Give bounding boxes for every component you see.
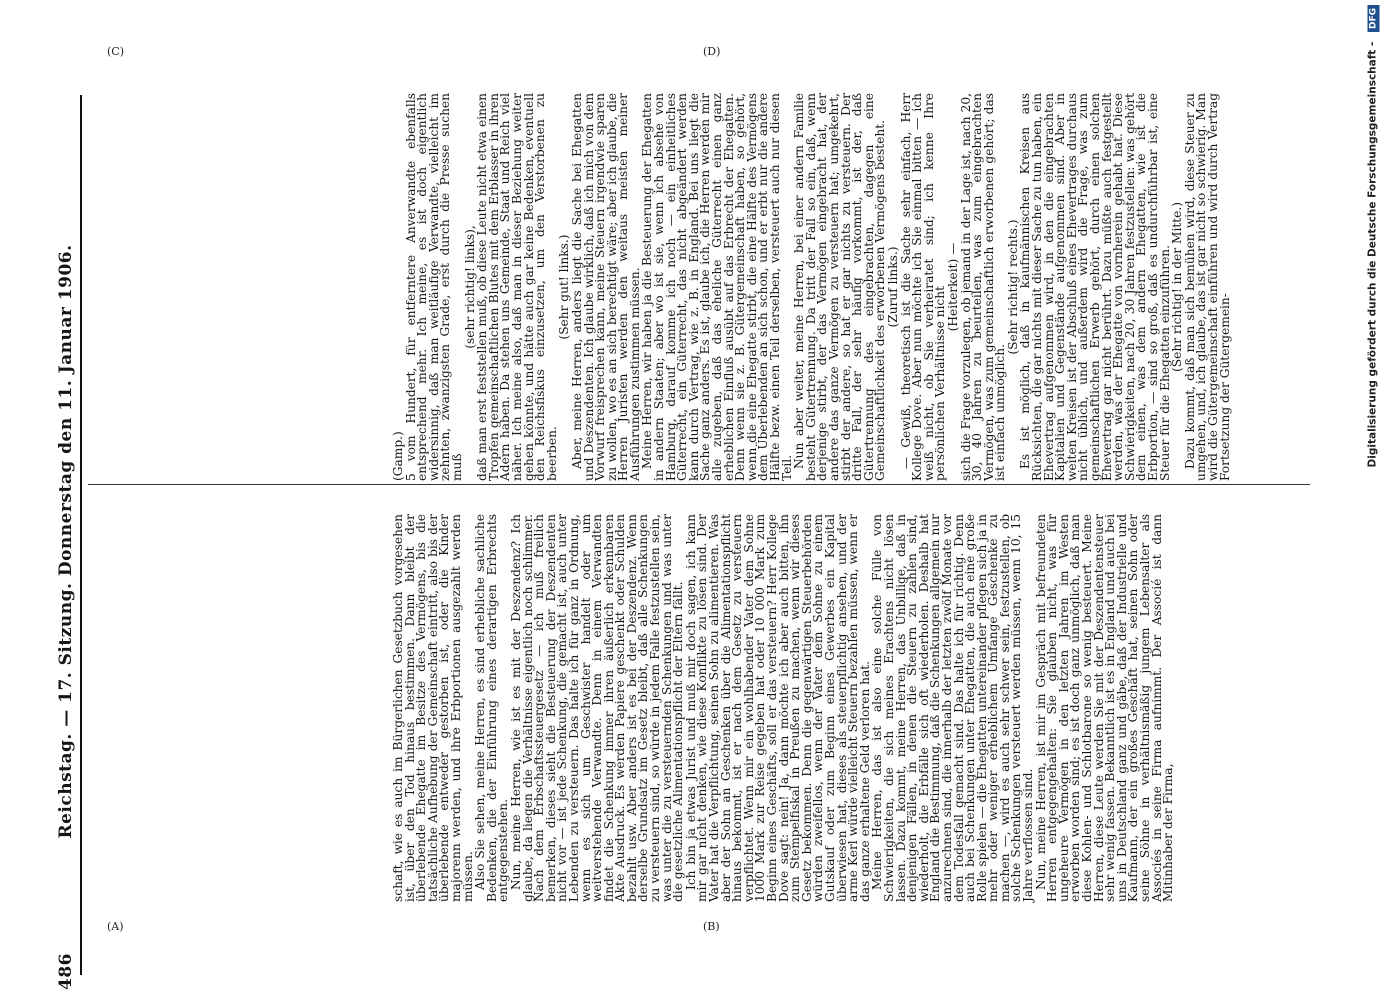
paragraph: Dazu kommt, daß man sich bemühen wird, diese Steuer zu umgehen, und, ich glaube, das ist gar nicht so schwierig. Man wird die Gütergemeinschaft einführen und wird durch Vertrag Fortsetzung der Gütergemein- <box>1182 93 1232 481</box>
paragraph: Ich bin ja etwas Jurist und muß mir doch sagen, ich kann mir gar nicht denken, wie diese Konflikte zu lösen sind. Der Vater hat die Verpflichtung, seinen Sohn zu alimentieren. Was aber der Sohn an Geschenken über die Alimentationspflicht hinaus bekommt, ist er nach dem Gesetz zu versteuern verpflichtet. Wenn mir ein wohlhabender Vater dem Sohne 1000 Mark zur Reise gegeben hat oder 10 000 Mark zum Beginn eines Geschäfts, soll er das versteuern? Herr Kollege Dove sagt: nein! Ja, dann möchte ich aber auch bitten, ihn zum Stempelfiskal in Preußen zu machen, wenn wir dieses Gesetz bekommen. Denn die gegenwärtigen Steuerbehörden würden zweifellos, wenn der Vater dem Sohne zu einem Gutskauf oder zum Beginn eines Gewerbes ein Kapital überwiesen hat, dieses als steuerpflichtig ansehen, und der arme Kerl würde vielleicht Steuern bezahlen müssen, wenn er das ganze erhaltene Geld verloren hat. <box>683 514 872 902</box>
paragraph: Nun aber weiter, meine Herren, bei einer andern Familie besteht Gütertrennung. Da tritt der Fall so ein, daß, wenn derjenige stirbt, der das Vermögen eingebracht hat, der andere das ganze Vermögen zu versteuern hat; umgekehrt, stirbt der andere, so hat er gar nichts zu versteuern. Der dritte Fall, der sehr häufig vorkommt, ist der, daß Gütertrennung des eingebrachten, dagegen eine Gemeinschaftlichkeit des erworbenen Vermögens besteht. <box>792 93 888 481</box>
paragraph: (Zuruf links.) <box>885 246 900 328</box>
paragraph: Es ist möglich, daß in kaufmännischen Kreisen aus Rücksichten, die gar nichts mit dieser Sache zu tun haben, ein Ehevertrag aufgenommen wird, in den die eingebrachten Kapitalien und Gegenstände aufgenommen sind. Aber in weiten Kreisen ist der Abschluß eines Ehevertrages durchaus nicht üblich, und außerdem wird die Frage, was zum gemeinschaftlichen Erwerb gehört, durch einen solchen Ehevertrag gar nicht berührt. Dazu müßte auch festgestellt werden, was der Ehegatte von vornherein gehabt hat. Diese Schwierigkeiten, nach 20, 30 Jahren festzustellen: was gehört dem einen, was dem andern Ehegatten, wie ist die Erbportion, — sind so groß, daß es undurchführbar ist, eine Steuer für die Ehegatten einzuführen. <box>1018 93 1172 481</box>
text-column-right <box>391 514 1176 902</box>
paragraph: 5 vom Hundert, für entferntere Anverwandte ebenfalls entsprechend mehr. Ich meine, es ist doch eigentlich widersinnig, daß man weitläufige Verwandte, vielleicht im zehnten, zwanzigsten Grade, erst durch die Presse suchen muß <box>403 93 464 481</box>
margin-marker-c: (C) <box>107 45 124 58</box>
paragraph: schaft, wie es auch im Bürgerlichen Gesetzbuch vorgesehen ist, über den Tod hinaus bestimmen. Dann bleibt der überlebende Ehegatte im Besitze des Vermögens, bis die tatsächliche Aufhebung der Gemeinschaft eintritt, also bis der überlebende entweder gestorben ist, oder die Kinder majorenn werden, und ihre Erbportionen ausgezahlt werden müssen. <box>391 514 475 902</box>
margin-marker-b: (B) <box>703 920 720 933</box>
paragraph: daß man erst feststellen muß, ob diese Leute nicht etwa einen Tropfen gemeinschaftlichen Blutes mit dem Erblasser in ihren Adern haben. Da stehen uns Gemeinde, Staat und Reich viel näher. Ich meine also, daß man in dieser Beziehung weiter gehen könnte, und hätte auch gar keine Bedenken, eventuell den Reichsfiskus einzusetzen, um den Verstorbenen zu beerben. <box>475 93 559 481</box>
paragraph: (Gamp.) <box>391 431 405 481</box>
paragraph: Aber, meine Herren, anders liegt die Sache bei Ehegatten und Deszendenten. Ich glaube wirklich, daß ich mich von dem Vorwurf freisprechen kann, meine Steuern irgendwie sparen zu wollen, wo es an sich berechtigt wäre; aber ich glaube, die Herren Juristen werden den weitaus meisten meiner Ausführungen zustimmen müssen. <box>569 93 642 481</box>
paragraph: (Heiterkeit) — <box>945 242 960 332</box>
margin-marker-d: (D) <box>703 45 721 58</box>
dfg-logo: DFG <box>1368 5 1380 32</box>
margin-marker-a: (A) <box>107 920 124 933</box>
paragraph: (Sehr gut! links.) <box>557 234 572 340</box>
paragraph: (Sehr richtig! in der Mitte.) <box>1170 202 1185 372</box>
paragraph: Meine Herren, das ist also eine solche Fülle von Schwierigkeiten, die sich meines Erachtens nicht lösen lassen. Dazu kommt, meine Herren, das Unbillige, daß in denjenigen Fällen, in denen die Steuern zu zahlen sind, wiederholt, die Erbfälle sich oft wiederholen. Deshalb hat England die Bestimmung, daß die Schenkungen allgemein nur anzurechnen sind, die innerhalb der letzten zwölf Monate vor dem Todesfall gemacht sind. Das halte ich für richtig. Denn auch bei Schenkungen unter Ehegatten, die auch eine große Rolle spielen — die Ehegatten untereinander pflegen sich ja in mehr oder weniger erheblichem Umfange Geschenke zu machen —, wird es auch sehr schwer sein, festzustellen, ob solche Schenkungen versteuert werden müssen, wenn 10, 15 Jahre verflossen sind. <box>870 514 1036 902</box>
running-title: Reichstag. — 17. Sitzung. Donnerstag den 11. Januar 1906. <box>56 244 76 839</box>
page-number: 486 <box>56 953 76 990</box>
digitization-credit <box>1362 4 1384 996</box>
paragraph: (Sehr richtig! rechts.) <box>1005 219 1020 355</box>
paragraph: Also Sie sehen, meine Herren, es sind erhebliche sachliche Bedenken, die der Einführung eines derartigen Erbrechts entgegenstehen. <box>473 514 511 902</box>
paragraph: Nun, meine Herren, ist mir im Gespräch mit befreundeten Herren entgegengehalten: Sie glauben nicht, was für ungeheure Vermögen in den letzten Jahren im Westen erworben worden sind; es ist doch ganz unmöglich, daß man diese Kohlen- und Schlotbarone so wenig besteuert. Meine Herren, diese Leute werden Sie mit der Deszendentensteuer sehr wenig fassen. Bekanntlich ist es in England und auch bei uns in Deutschland ganz und gäbe, daß der Industrielle und Kaufmann, der ein großes Geschäft hat, seinen Sohn oder seine Söhne in verhältnismäßig jungem Lebensalter als Associés in seine Firma aufnimmt. Der Associé ist dann Mitinhaber der Firma, <box>1033 514 1176 902</box>
column-divider <box>88 484 1310 485</box>
paragraph: Nun, meine Herren, wie ist es mit der Deszendenz? Ich glaube, da liegen die Verhältnisse eigentlich noch schlimmer. Nach dem Erbschaftssteuergesetz — ich muß freilich bemerken, dieses sieht die Besteuerung der Deszendenten nicht vor — ist jede Schenkung, die gemacht ist, auch unter Lebenden zu versteuern. Das halte ich für ganz in Ordnung, wenn es sich um Geschwister handelt oder um weitverstehende Verwandte. Denn in einem Verwandten findet die Schenkung immer ihren äußerlich erkennbaren Akte Ausdruck. Es werden Papiere geschenkt oder Schulden bezahlt usw. Aber anders ist es bei der Deszendenz. Wenn derselbe Grundsatz im Gesetz bleibt, daß alle Schenkungen zu versteuern sind, so würde in jedem Falle festzustellen sein, was unter die zu versteuernden Schenkungen und was unter die gesetzliche Alimentationspflicht der Eltern fällt. <box>508 514 686 902</box>
running-header <box>53 130 79 990</box>
header-rule <box>80 95 82 975</box>
credit-text: Digitalisierung gefördert durch die Deutsche Forschungsgemeinschaft - <box>1366 41 1379 468</box>
paragraph: (sehr richtig! links), <box>462 225 477 349</box>
paragraph: sich die Frage vorzulegen, ob jemand in der Lage ist, nach 20, 30, 40 Jahren zu beurteilen, was zum eingebrachten Vermögen, was zum gemeinschaftlich erworbenen gehört; das ist einfach unmöglich. <box>958 93 1008 481</box>
paragraph: — Gewiß, theoretisch ist die Sache sehr einfach, Herr Kollege Dove. Aber nun möchte ich Sie einmal bitten — ich weiß nicht, ob Sie verheiratet sind; ich kenne Ihre persönlichen Verhältnisse nicht <box>898 93 948 481</box>
paragraph: Meine Herren, wir haben ja die Besteuerung der Ehegatten in andern Staaten; aber wo ist sie, wenn ich absehe von Hamburg, darauf komme ich noch — ein einheitliches Güterrecht, ein Güterrecht, das nicht abgeändert werden kann durch Vertrag, wie z. B. in England. Bei uns liegt die Sache ganz anders. Es ist, glaube ich, die Herren werden mir alle zugeben, daß das eheliche Güterrecht einen ganz erheblichen Einfluß ausübt auf das Erbrecht der Ehegatten. Denn wenn sie z. B. Gütergemeinschaft haben, so gehört, wenn die eine Ehegatte stirbt, die eine Hälfte des Vermögens dem Überlebenden an sich schon, und er erbt nur die andere Hälfte bezw. einen Teil derselben, versteuert auch nur diesen Teil. <box>640 93 794 481</box>
text-column-left <box>391 93 1232 481</box>
